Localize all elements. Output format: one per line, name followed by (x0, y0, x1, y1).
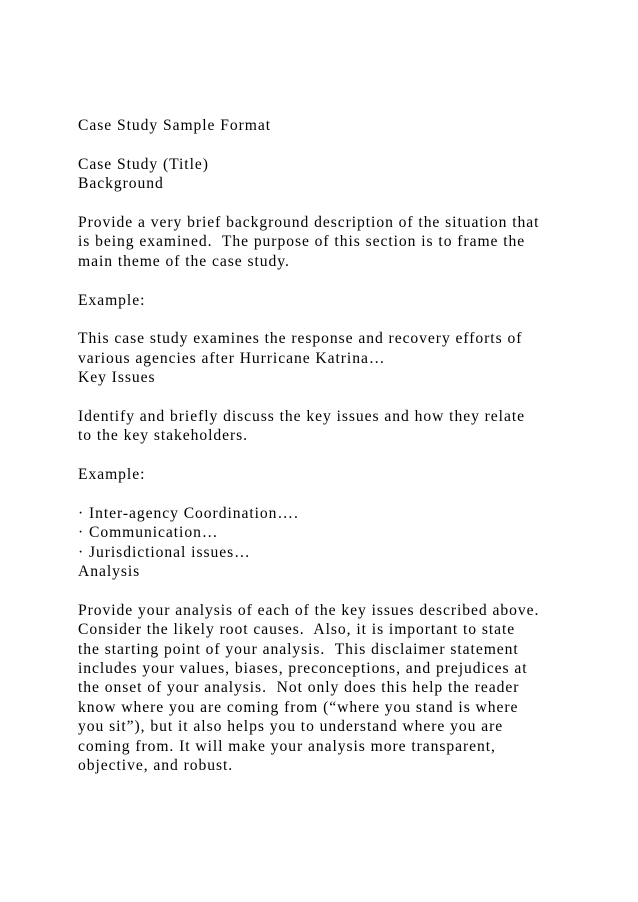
analysis-paragraph-line: the onset of your analysis. Not only does this help the reader (78, 679, 520, 697)
background-example-line: This case study examines the response and recovery efforts of (78, 330, 523, 348)
analysis-paragraph-line: know where you are coming from (“where you stand is where (78, 698, 519, 716)
case-study-title: Case Study (Title) (78, 155, 209, 173)
background-paragraph-line: main theme of the case study. (78, 252, 290, 270)
blank-line (78, 581, 598, 600)
background-paragraph-line: Provide a very brief background description of the situation that (78, 213, 540, 231)
key-issues-heading: Key Issues (78, 369, 156, 387)
blank-line (78, 194, 598, 213)
background-paragraph-line: is being examined. The purpose of this section is to frame the (78, 233, 526, 251)
analysis-heading: Analysis (78, 562, 141, 580)
blank-line (78, 387, 598, 406)
analysis-paragraph-line: objective, and robust. (78, 756, 234, 774)
blank-line (78, 484, 598, 503)
background-example-label: Example: (78, 291, 146, 309)
analysis-paragraph-line: Provide your analysis of each of the key issues described above. (78, 601, 540, 619)
bullet-item: · Inter-agency Coordination…. (78, 504, 299, 522)
bullet-item: · Communication… (78, 524, 219, 542)
blank-line (78, 446, 598, 465)
analysis-paragraph-line: includes your values, biases, preconceptions, and prejudices at (78, 659, 528, 677)
key-issues-paragraph-line: Identify and briefly discuss the key issues and how they relate (78, 407, 525, 425)
blank-line (78, 135, 598, 154)
document-title: Case Study Sample Format (78, 117, 272, 134)
background-example-line: various agencies after Hurricane Katrina… (78, 349, 386, 367)
analysis-paragraph-line: coming from. It will make your analysis more transparent, (78, 737, 496, 755)
blank-line (78, 310, 598, 329)
key-issues-example-label: Example: (78, 466, 146, 484)
analysis-paragraph-line: the starting point of your analysis. This disclaimer statement (78, 640, 519, 658)
key-issues-paragraph-line: to the key stakeholders. (78, 427, 249, 445)
analysis-paragraph-line: you sit”), but it also helps you to understand where you are (78, 718, 504, 736)
analysis-paragraph-line: Consider the likely root causes. Also, it is important to state (78, 621, 516, 639)
background-heading: Background (78, 175, 164, 193)
blank-line (78, 271, 598, 290)
bullet-item: · Jurisdictional issues… (78, 543, 251, 561)
